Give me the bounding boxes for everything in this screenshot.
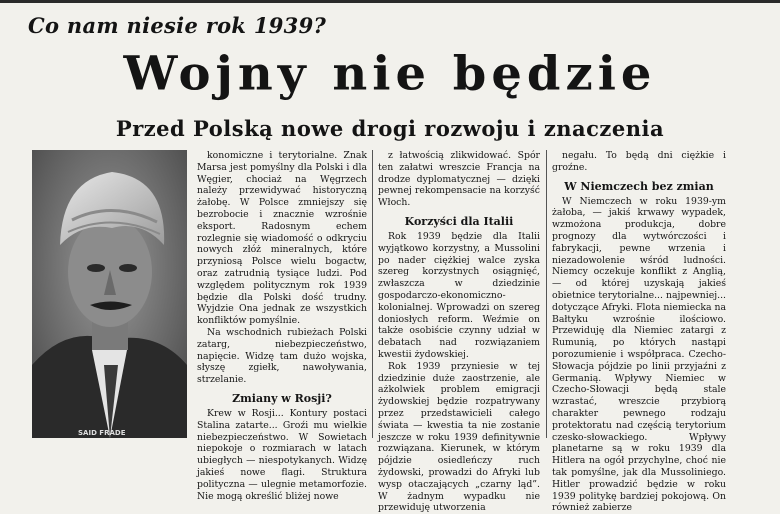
column-divider bbox=[546, 150, 547, 438]
column-divider bbox=[372, 150, 373, 438]
column-2-paragraph-3: Rok 1939 przyniesie w tej dziedzinie duże zaostrzenie, ale ażkolwiek problem emigracji żydowskiej będzie rozpatrywany przez przedstawicieli całego świata — kwestia ta nie zostanie jeszcze w roku 1939 definitywnie rozwiązana. Kierunek, w którym pójdzie osiedleńczy ruch żydowski, prowadzi do Afryki lub wysp otaczających „czarny ląd”. W żadnym wypadku nie przewiduję utworzenia bbox=[378, 360, 540, 514]
portrait-photo bbox=[32, 150, 187, 438]
column-1-paragraph-1: konomiczne i terytorialne. Znak Marsa jest pomyślny dla Polski i dla Węgier, chociaż na Węgrzech należy przewidywać historyczną żałobę. W Polsce zmniejszy się bezrobocie i znacznie wzrośnie eksport. Radosnym echem rozlegnie się wiadomość o odkryciu nowych złóż mineralnych, które przyniosą Polsce wielu bogactw, oraz zatrudnią tysiące ludzi. Pod względem politycznym rok 1939 będzie dla Polski dość trudny. Wyjdzie Ona jednak ze wszystkich konfliktów pomyślnie. bbox=[197, 150, 367, 327]
column-3-paragraph-2: W Niemczech w roku 1939-ym żałoba, — jakiś krwawy wypadek, wzmożona produkcja, dobre prognozy dla wytwórczości i fabrykacji, pewne wrzenia i niezadowolenie wśród ludności. Niemcy oczekuje konflikt z Anglią, — od której uzyskają jakieś obietnice terytorialne... najpewniej... dotyczące Afryki. Flota niemiecka na Bałtyku wzrośnie ilościowo. Przewiduję dla Niemiec zatargi z Rumunią, po których nastąpi porozumienie i współpraca. Czecho-Słowacja pójdzie po linii przyjaźni z Germanią. Wpływy Niemiec w Czecho-Słowacji będą stale wzrastać, wreszcie przybiorą charakter pewnego rodzaju protektoratu nad częścią terytorium czesko-słowackiego. Wpływy planetarne są w roku 1939 dla Hitlera na ogół przychylne, choć nie tak pomyślne, jak dla Mussoliniego. Hitler prowadzić będzie w roku 1939 politykę bardziej pokojową. On również zabierze bbox=[552, 195, 726, 514]
kicker-title: Co nam niesie rok 1939? bbox=[28, 13, 327, 38]
section-heading-russia: Zmiany w Rosji? bbox=[232, 391, 332, 405]
article-column-1 bbox=[197, 150, 367, 502]
portrait-image bbox=[32, 150, 187, 438]
column-3-paragraph-1: negału. To będą dni ciężkie i groźne. bbox=[552, 150, 726, 173]
column-1-paragraph-2: Na wschodnich rubieżach Polski zatarg, niebezpieczeństwo, napięcie. Widzę tam dużo wojska, słyszę zgiełk, nawoływania, strzelanie. bbox=[197, 326, 367, 386]
section-heading-germany: W Niemczech bez zmian bbox=[564, 179, 714, 193]
article-column-3 bbox=[552, 150, 726, 514]
column-2-paragraph-2: Rok 1939 będzie dla Italii wyjątkowo korzystny, a Mussolini po nader ciężkiej walce zyska szereg korzystnych osiągnięć, zwłaszcza w dziedzinie gospodarczo-ekonomiczno-kolonialnej. Wprowadzi on szereg doniosłych reform. Weźmie on także osobiście czynny udział w debatach nad rozwiązaniem kwestii żydowskiej. bbox=[378, 230, 540, 360]
section-heading-italy: Korzyści dla Italii bbox=[404, 214, 514, 228]
column-1-paragraph-3: Krew w Rosji... Kontury postaci Stalina zatarte... Groźi mu wielkie niebezpieczeństwo. W Sowietach niepokoje o rozmiarach w latach ubiegłych — niespotykanych. Widzę jakieś nowe flagi. Struktura polityczna — ulegnie metamorfozie. Nie mogą określić bliżej nowe bbox=[197, 407, 367, 502]
top-rule bbox=[0, 0, 780, 3]
article-column-2 bbox=[378, 150, 540, 514]
photo-caption: SAID FRADE bbox=[78, 429, 126, 437]
headline: Wojny nie będzie bbox=[123, 46, 657, 102]
column-2-paragraph-1: z łatwością zlikwidować. Spór ten załatwi wreszcie Francja na drodze dyplomatycznej — dzięki pewnej rekompensacie na korzyść Włoch. bbox=[378, 150, 540, 209]
subheadline: Przed Polską nowe drogi rozwoju i znaczenia bbox=[115, 116, 665, 141]
